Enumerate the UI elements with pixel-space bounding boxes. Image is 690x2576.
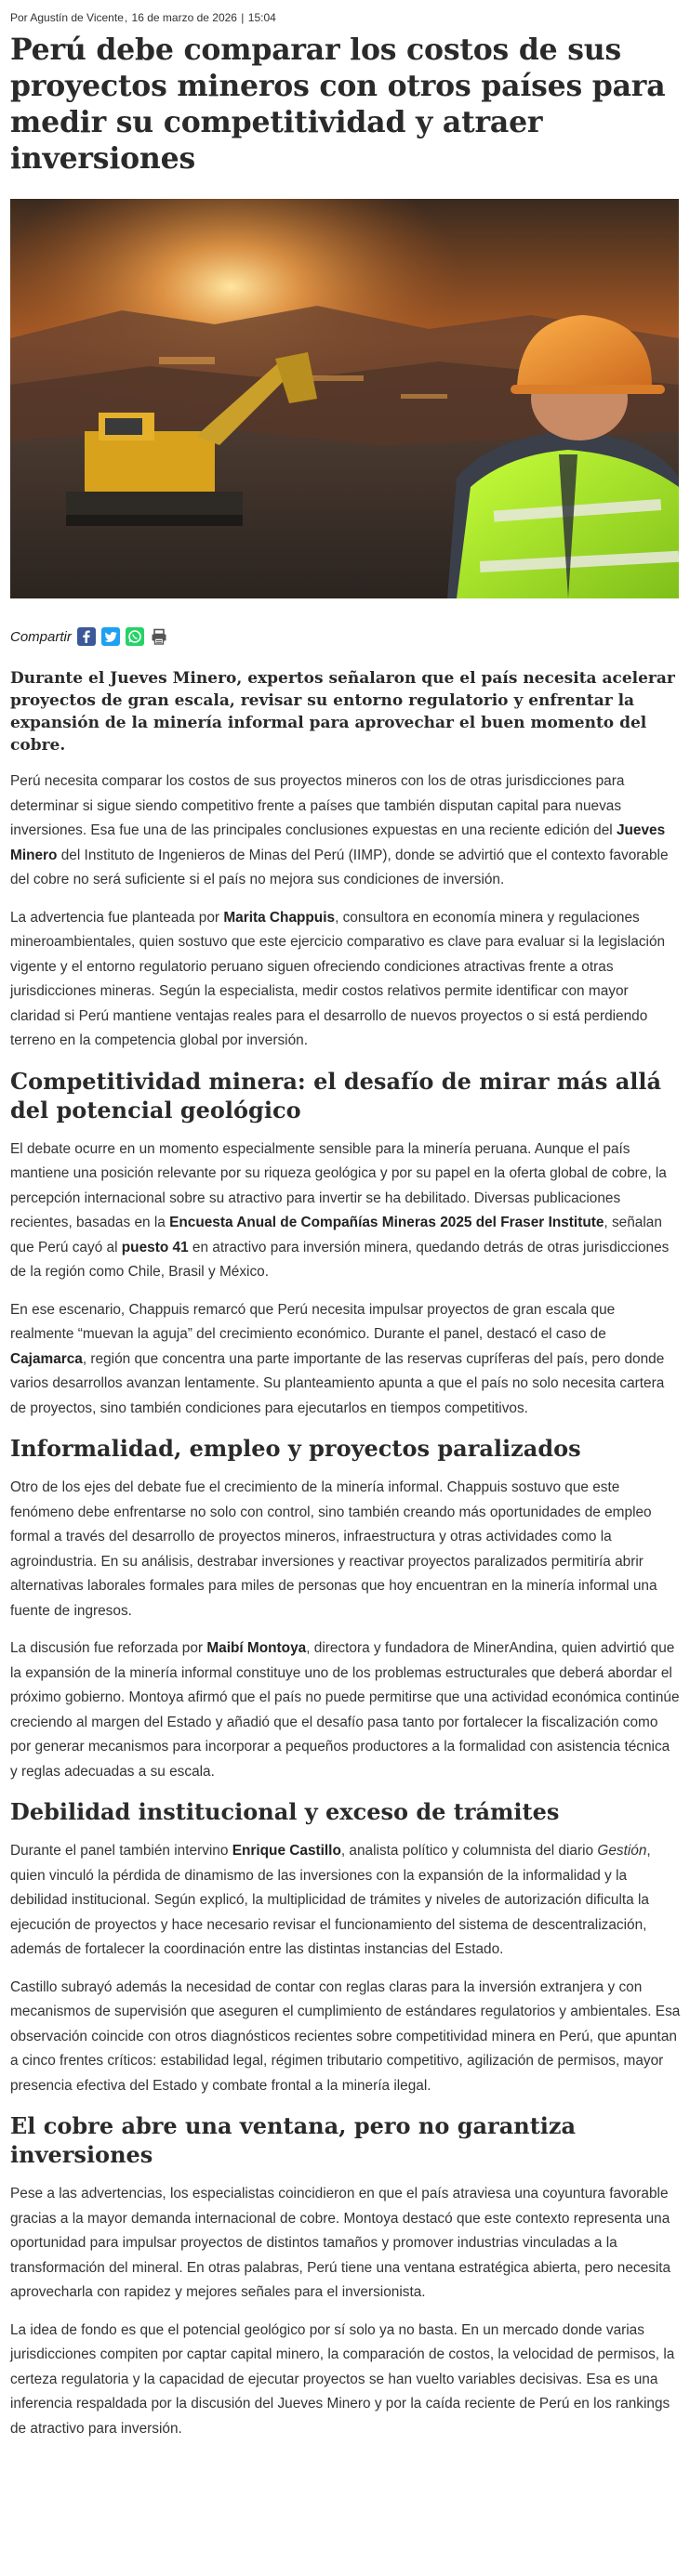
author-name[interactable]: Por Agustín de Vicente	[10, 11, 124, 24]
hero-image	[10, 199, 679, 598]
section-heading-debilidad: Debilidad institucional y exceso de trámites	[10, 1798, 560, 1825]
whatsapp-icon[interactable]	[126, 627, 144, 646]
facebook-icon[interactable]	[77, 627, 96, 646]
section-heading-informalidad: Informalidad, empleo y proyectos paralizados	[10, 1435, 581, 1462]
paragraph-2: La advertencia fue planteada por Marita Chappuis, consultora en economía minera y regulaciones mineroambientales, quien sostuvo que este ejercicio comparativo es clave para evaluar si la legislación vigente y el entorno regulatorio peruano siguen ofreciendo condiciones atractivas frente a otras jurisdicciones mineras. Según la especialista, medir costos relativos permite identificar con mayor claridad si Perú mantiene ventajas reales para el desarrollo de nuevos proyectos o si está perdiendo terreno en la competencia global por inversión.	[10, 909, 666, 1048]
share-bar	[10, 624, 681, 649]
publish-time: 15:04	[247, 11, 276, 24]
publish-date: 16 de marzo de 2026	[131, 11, 237, 24]
print-icon[interactable]	[150, 627, 168, 646]
article-lead: Durante el Jueves Minero, expertos señalaron que el país necesita acelerar proyectos de gran escala, revisar su entorno regulatorio y enfrentar la expansión de la minería informal para aprovechar el buen momento del cobre.	[10, 669, 675, 755]
paragraph-4: En ese escenario, Chappuis remarcó que Perú necesita impulsar proyectos de gran escala que realmente “muevan la aguja” del crecimiento económico. Durante el panel, destacó el caso de Cajamarca, región que concentra una parte importante de las reservas cupríferas del país, pero donde varios desarrollos avanzan lentamente. Su planteamiento apunta a que el país no solo necesita cartera de proyectos, sino también condiciones para ejecutarlos en tiempos competitivos.	[10, 1301, 665, 1416]
paragraph-7: Durante el panel también intervino Enrique Castillo, analista político y columnista del diario Gestión, quien vinculó la pérdida de dinamismo de las inversiones con la expansión de la informalidad y la debilidad institucional. Según explicó, la multiplicidad de trámites y niveles de autorización dificulta la ejecución de proyectos y hace necesario revisar el funcionamiento del sistema de descentralización, además de fortalecer la coordinación entre las distintas instancias del Estado.	[10, 1843, 651, 1957]
section-heading-competitividad: Competitividad minera: el desafío de mirar más allá del potencial geológico	[10, 1067, 662, 1124]
paragraph-5: Otro de los ejes del debate fue el crecimiento de la minería informal. Chappuis sostuvo que este fenómeno debe enfrentarse no solo con control, sino también creando más oportunidades de empleo formal a través del desarrollo de proyectos mineros, infraestructura y otras actividades como la agroindustria. En su análisis, destrabar inversiones y reactivar proyectos paralizados permitiría abrir alternativas laborales formales para miles de personas que hoy encuentran en la minería informal una fuente de ingresos.	[10, 1479, 657, 1619]
paragraph-10: La idea de fondo es que el potencial geológico por sí solo ya no basta. En un mercado donde varias jurisdicciones compiten por captar capital minero, la comparación de costos, la velocidad de permisos, la certeza regulatoria y la capacidad de ejecutar proyectos se han vuelto variables decisivas. Esa es una inferencia respaldada por la discusión del Jueves Minero y por la caída reciente de Perú en los rankings de atractivo para inversión.	[10, 2321, 675, 2437]
paragraph-9: Pese a las advertencias, los especialistas coincidieron en que el país atraviesa una coyuntura favorable gracias a la mayor demanda internacional de cobre. Montoya destacó que este contexto representa una oportunidad para impulsar proyectos de distintos tamaños y promover industrias vinculadas a la transformación del mineral. En otras palabras, Perú tiene una ventana estratégica abierta, pero necesita aprovecharla con rapidez y mejores señales para el inversionista.	[10, 2186, 671, 2300]
twitter-icon[interactable]	[101, 627, 120, 646]
paragraph-8: Castillo subrayó además la necesidad de contar con reglas claras para la inversión extranjera y con mecanismos de supervisión que aseguren el cumplimiento de estándares regulatorios y ambientales. Esa observación coincide con otros diagnósticos recientes sobre competitividad minera en Perú, que apuntan a cinco frentes críticos: estabilidad legal, régimen tributario competitivo, agilización de permisos, mayor presencia efectiva del Estado y combate frontal a la minería ilegal.	[10, 1978, 681, 2094]
paragraph-3: El debate ocurre en un momento especialmente sensible para la minería peruana. Aunque el país mantiene una posición relevante por su riqueza geológica y por su papel en la oferta global de cobre, la percepción internacional sobre su atractivo para invertir se ha debilitado. Diversas publicaciones recientes, basadas en la Encuesta Anual de Compañías Mineras 2025 del Fraser Institute, señalan que Perú cayó al puesto 41 en atractivo para inversión minera, quedando detrás de otras jurisdicciones de la región como Chile, Brasil y México.	[10, 1140, 670, 1280]
article-title: Perú debe comparar los costos de sus proyectos mineros con otros países para medir su competitividad y atraer inversiones	[10, 33, 666, 176]
section-heading-cobre: El cobre abre una ventana, pero no garantiza inversiones	[10, 2112, 577, 2168]
share-label: Compartir	[10, 628, 72, 645]
byline: Por Agustín de Vicente, 16 de marzo de 2026 | 15:04	[10, 11, 276, 24]
paragraph-1: Perú necesita comparar los costos de sus proyectos mineros con los de otras jurisdicciones para determinar si sigue siendo competitivo frente a países que también disputan capital para nuevas inversiones. Esa fue una de las principales conclusiones expuestas en una reciente edición del Jueves Minero del Instituto de Ingenieros de Minas del Perú (IIMP), donde se advirtió que el contexto favorable del cobre no será suficiente si el país no mejora sus condiciones de inversión.	[10, 773, 669, 887]
paragraph-6: La discusión fue reforzada por Maibí Montoya, directora y fundadora de MinerAndina, quien advirtió que la expansión de la minería informal constituye uno de los problemas estructurales que deberá abordar el próximo gobierno. Montoya afirmó que el país no puede permitirse que una actividad económica continúe creciendo al margen del Estado y añadió que el desafío pasa tanto por fortalecer la fiscalización como por generar mecanismos para incorporar a pequeños productores a la formalidad con asistencia técnica y reglas adecuadas a su escala.	[10, 1640, 680, 1780]
